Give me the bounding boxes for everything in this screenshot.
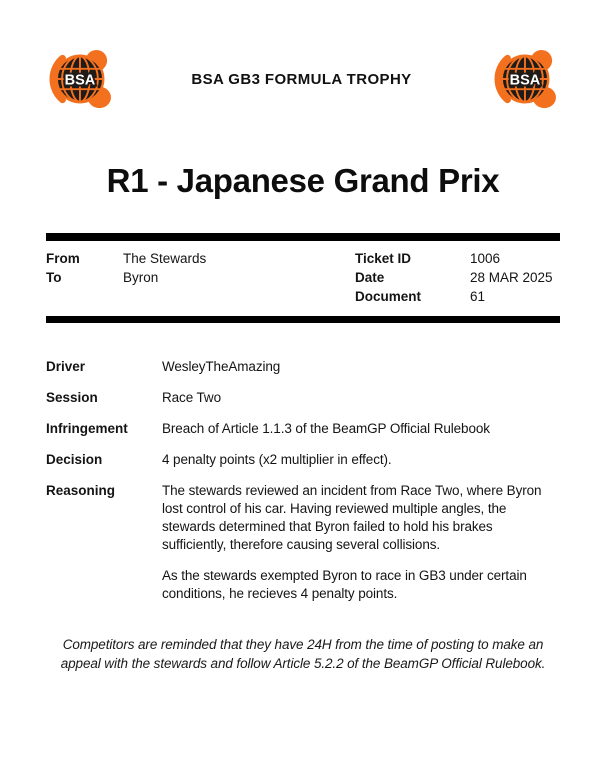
field-value-driver: WesleyTheAmazing [162, 359, 281, 374]
bsa-logo-right-icon [490, 48, 558, 110]
field-decision [46, 451, 560, 469]
field-value-decision: 4 penalty points (x2 multiplier in effect). [162, 452, 392, 467]
field-label-infringement: Infringement [46, 421, 128, 436]
meta-value-to: Byron [123, 270, 159, 285]
decision-fields [46, 358, 560, 603]
meta-value-from: The Stewards [123, 251, 207, 266]
field-reasoning [46, 482, 560, 603]
meta-value-date: 28 MAR 2025 [470, 270, 553, 285]
meta-section [46, 241, 560, 316]
field-label-driver: Driver [46, 359, 86, 374]
divider-bar-top [46, 233, 560, 241]
field-value-reasoning [162, 482, 560, 603]
series-title: BSA GB3 FORMULA TROPHY [191, 70, 412, 88]
field-value-session: Race Two [162, 390, 221, 405]
meta-label-to: To [46, 270, 62, 285]
reasoning-paragraph-1: The stewards reviewed an incident from Race Two, where Byron lost control of his car. Having reviewed multiple angles, the stewards determined that Byron failed to hold his brakes sufficiently, therefore causing several collisions. [162, 483, 542, 552]
meta-value-document: 61 [470, 289, 486, 304]
meta-ticket-info [355, 249, 560, 306]
meta-label-date: Date [355, 270, 385, 285]
reasoning-paragraph-2: As the stewards exempted Byron to race in GB3 under certain conditions, he recieves 4 penalty points. [162, 568, 527, 601]
meta-label-from: From [46, 251, 80, 266]
bsa-logo-left-icon [45, 48, 113, 110]
field-driver [46, 358, 560, 376]
appeal-notice: Competitors are reminded that they have 24H from the time of posting to make an appeal with the stewards and follow Article 5.2.2 of the BeamGP Official Rulebook. [60, 637, 546, 671]
meta-value-ticket-id: 1006 [470, 251, 501, 266]
field-session [46, 389, 560, 407]
divider-bar-bottom [46, 316, 560, 323]
field-value-infringement: Breach of Article 1.1.3 of the BeamGP Official Rulebook [162, 421, 490, 436]
logo-text: BSA [509, 72, 541, 89]
logo-text: BSA [64, 72, 96, 89]
header [0, 0, 606, 110]
page-title: R1 - Japanese Grand Prix [106, 162, 500, 199]
field-label-session: Session [46, 390, 98, 405]
field-infringement [46, 420, 560, 438]
meta-label-document: Document [355, 289, 422, 304]
meta-from-to [46, 249, 355, 306]
field-label-reasoning: Reasoning [46, 483, 116, 498]
field-label-decision: Decision [46, 452, 103, 467]
meta-label-ticket-id: Ticket ID [355, 251, 412, 266]
